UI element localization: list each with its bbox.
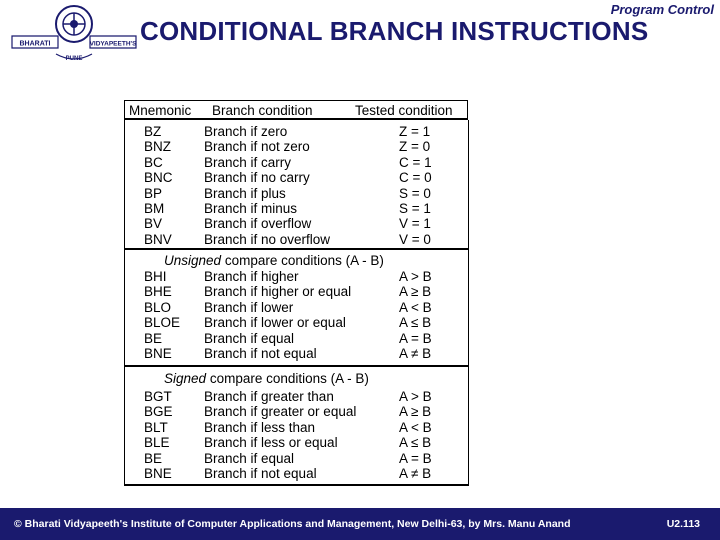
logo-left-text: BHARATI: [19, 40, 51, 48]
table-row: [0, 232, 720, 247]
table-row: [0, 404, 720, 419]
tested-cell: A = B: [399, 450, 432, 466]
condition-cell: Branch if not zero: [204, 139, 310, 155]
tested-cell: A ≠ B: [399, 466, 432, 481]
condition-cell: Branch if higher: [204, 269, 299, 284]
tested-cell: A ≤ B: [399, 315, 432, 331]
logo-right-text: VIDYAPEETH'S: [89, 40, 137, 48]
table-row: [0, 451, 720, 466]
mnemonic-cell: BV: [144, 216, 163, 232]
condition-cell: Branch if minus: [204, 201, 298, 216]
tested-cell: Z = 0: [399, 139, 431, 155]
table-row: [0, 346, 720, 361]
mnemonic-cell: BNC: [144, 170, 173, 186]
mnemonic-cell: BHE: [144, 284, 172, 300]
tested-cell: A ≠ B: [399, 346, 432, 361]
table-divider-unsigned: [124, 248, 469, 250]
mnemonic-cell: BLE: [144, 435, 170, 451]
unsigned-group-title: [164, 253, 384, 268]
table-divider-signed: [124, 365, 469, 367]
signed-title-rest: compare conditions (A - B): [209, 371, 369, 386]
condition-cell: Branch if not equal: [204, 466, 317, 481]
condition-cell: Branch if not equal: [204, 346, 317, 361]
condition-cell: Branch if lower or equal: [204, 315, 346, 331]
tested-cell: V = 0: [399, 231, 431, 247]
mnemonic-cell: BNZ: [144, 139, 171, 155]
mnemonic-cell: BHI: [144, 269, 167, 284]
condition-cell: Branch if overflow: [204, 216, 312, 232]
condition-cell: Branch if lower: [204, 299, 294, 315]
tested-cell: A < B: [399, 419, 432, 435]
mnemonic-cell: BLOE: [144, 315, 181, 331]
table-border-bottom: [124, 484, 469, 486]
table-row: [0, 216, 720, 231]
footer-credit: © Bharati Vidyapeeth's Institute of Computer Applications and Management, New Delhi-63, by Mrs. Manu Anand: [14, 518, 571, 530]
mnemonic-cell: BNE: [144, 466, 172, 481]
condition-cell: Branch if no carry: [204, 170, 310, 186]
tested-cell: A = B: [399, 330, 432, 346]
tested-cell: V = 1: [399, 216, 431, 232]
slide-number: U2.113: [666, 518, 700, 530]
table-row: [0, 300, 720, 315]
table-row: [0, 466, 720, 481]
condition-cell: Branch if equal: [204, 450, 295, 466]
tested-cell: A ≥ B: [399, 284, 432, 300]
signed-group-title: [164, 371, 369, 386]
tested-cell: C = 0: [399, 170, 432, 186]
condition-cell: Branch if less than: [204, 419, 316, 435]
condition-cell: Branch if greater than: [204, 389, 334, 404]
condition-cell: Branch if higher or equal: [204, 284, 352, 300]
condition-cell: Branch if equal: [204, 330, 295, 346]
mnemonic-cell: BNE: [144, 346, 172, 361]
tested-cell: A > B: [399, 269, 432, 284]
header-mnemonic: Mnemonic: [129, 103, 192, 118]
mnemonic-cell: BGT: [144, 389, 172, 404]
condition-cell: Branch if less or equal: [204, 435, 338, 451]
mnemonic-cell: BE: [144, 450, 163, 466]
logo-bottom-text: PUNE: [65, 56, 83, 62]
mnemonic-cell: BLO: [144, 299, 172, 315]
tested-cell: A ≤ B: [399, 435, 432, 451]
mnemonic-cell: BLT: [144, 419, 168, 435]
mnemonic-cell: BNV: [144, 231, 172, 247]
signed-title-italic: Signed: [164, 371, 207, 386]
mnemonic-cell: BGE: [144, 404, 173, 420]
table-row: [0, 139, 720, 154]
section-label: Program Control: [610, 2, 714, 17]
mnemonic-cell: BP: [144, 185, 163, 201]
mnemonic-cell: BC: [144, 154, 163, 170]
tested-cell: C = 1: [399, 154, 432, 170]
header-tested-condition: Tested condition: [355, 103, 453, 118]
table-header: [124, 100, 468, 120]
mnemonic-cell: BZ: [144, 124, 162, 139]
table-row: [0, 284, 720, 299]
table-row: [0, 389, 720, 404]
table-row: [0, 201, 720, 216]
unsigned-title-rest: compare conditions (A - B): [224, 253, 384, 268]
footer-bar: [0, 508, 720, 540]
condition-cell: Branch if plus: [204, 185, 286, 201]
condition-cell: Branch if no overflow: [204, 231, 331, 247]
page-title: CONDITIONAL BRANCH INSTRUCTIONS: [140, 16, 649, 46]
unsigned-title-italic: Unsigned: [164, 253, 222, 268]
tested-cell: Z = 1: [399, 124, 431, 139]
mnemonic-cell: BE: [144, 330, 163, 346]
tested-cell: A ≥ B: [399, 404, 432, 420]
condition-cell: Branch if zero: [204, 124, 288, 139]
table-row: [0, 331, 720, 346]
table-row: [0, 155, 720, 170]
tested-cell: S = 1: [399, 201, 431, 216]
table-row: [0, 269, 720, 284]
condition-cell: Branch if carry: [204, 154, 292, 170]
institute-logo: [8, 2, 140, 72]
table-row: [0, 170, 720, 185]
table-row: [0, 435, 720, 450]
header-branch-condition: Branch condition: [212, 103, 313, 118]
condition-cell: Branch if greater or equal: [204, 404, 357, 420]
table-row: [0, 315, 720, 330]
mnemonic-cell: BM: [144, 201, 165, 216]
tested-cell: A > B: [399, 389, 432, 404]
table-row: [0, 186, 720, 201]
tested-cell: S = 0: [399, 185, 431, 201]
tested-cell: A < B: [399, 299, 432, 315]
table-row: [0, 420, 720, 435]
table-row: [0, 124, 720, 139]
